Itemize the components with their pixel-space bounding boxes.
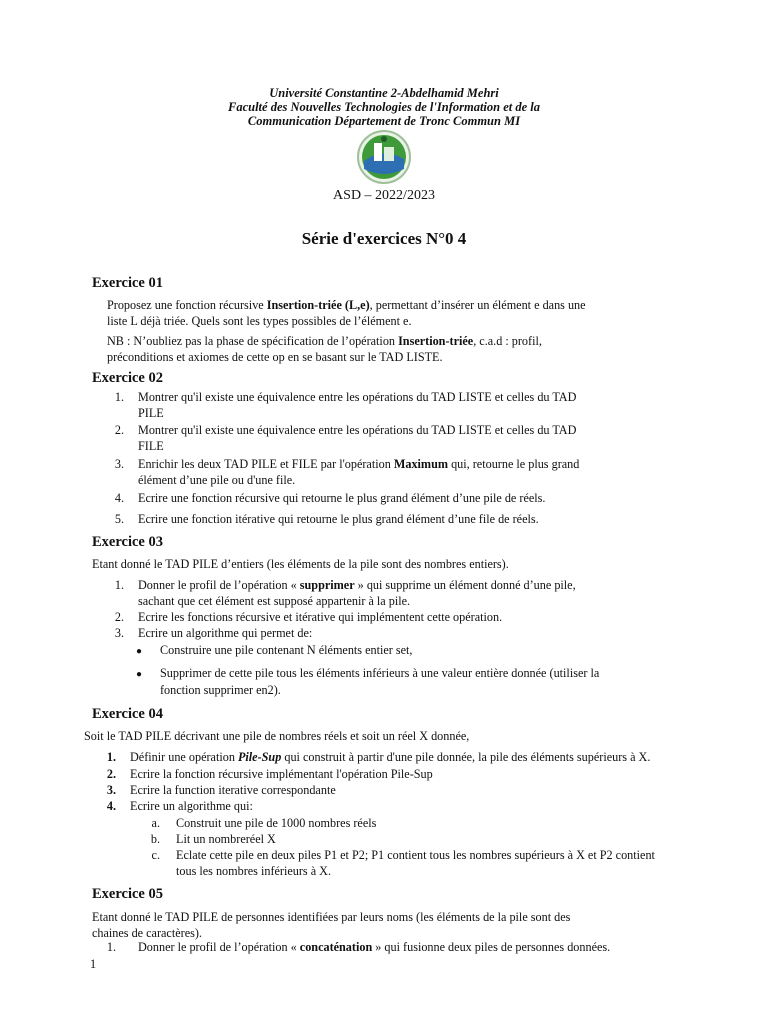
bullet-icon: ● [136, 669, 143, 680]
faculty-name: Faculté des Nouvelles Technologies de l'Information et de la [227, 100, 541, 114]
exercise-1-title: Exercice 01 [92, 275, 163, 291]
series-title: Série d'exercices N°0 4 [301, 229, 467, 248]
page-number: 1 [90, 957, 97, 971]
exercise-4-title: Exercice 04 [92, 706, 163, 722]
course-year: ASD – 2022/2023 [333, 188, 435, 203]
exercise-5-intro: Etant donné le TAD PILE de personnes identifiées par leurs noms (les éléments de la pile sont des chaines de caractères). [92, 910, 571, 940]
exercise-1-note: NB : N’oubliez pas la phase de spécification de l’opération Insertion-triée, c.a.d : profil, préconditions et axiomes de cette op en se basant sur le TAD LISTE. [107, 334, 542, 364]
exercise-2-title: Exercice 02 [92, 370, 163, 386]
exercise-3-intro: Etant donné le TAD PILE d’entiers (les éléments de la pile sont des nombres entiers). [92, 557, 509, 571]
university-name: Université Constantine 2-Abdelhamid Mehri [269, 86, 499, 100]
department-name: Communication Département de Tronc Commun MI [247, 114, 521, 128]
university-logo [356, 129, 412, 185]
exercise-1-statement: Proposez une fonction récursive Insertion-triée (L,e), permettant d’insérer un élément e dans une liste L déjà triée. Quels sont les types possibles de l’élément e. [107, 298, 586, 328]
bullet-icon: ● [136, 646, 143, 657]
exercise-5-title: Exercice 05 [92, 886, 163, 902]
exercise-3-title: Exercice 03 [92, 534, 163, 550]
exercise-4-intro: Soit le TAD PILE décrivant une pile de nombres réels et soit un réel X donnée, [84, 729, 470, 743]
